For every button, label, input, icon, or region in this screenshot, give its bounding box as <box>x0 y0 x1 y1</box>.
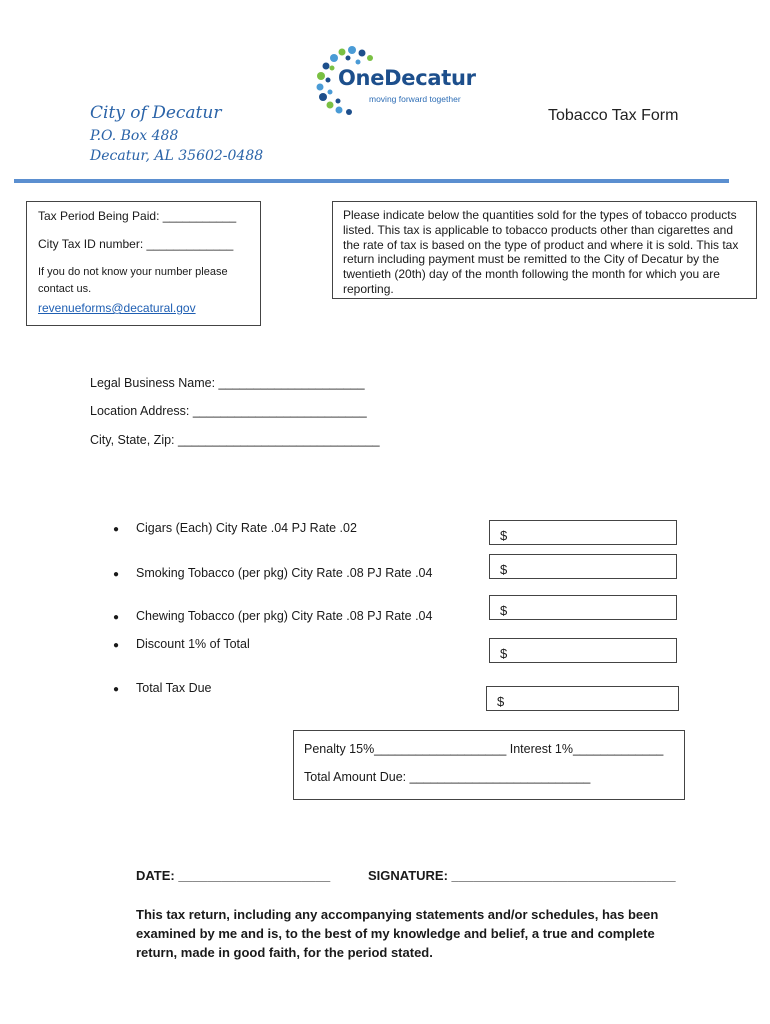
email-link[interactable]: revenueforms@decatural.gov <box>38 301 196 315</box>
smoking-tobacco-amount-field[interactable]: $ <box>489 554 677 579</box>
header-divider <box>14 179 729 183</box>
bullet-icon: ● <box>113 684 120 695</box>
tax-period-field[interactable]: Tax Period Being Paid: ___________ <box>38 209 237 223</box>
address-line-2: Decatur, AL 35602-0488 <box>90 148 264 164</box>
cigars-amount-field[interactable]: $ <box>489 520 677 545</box>
tax-info-box <box>26 201 261 326</box>
penalty-interest-field[interactable]: Penalty 15%___________________ Interest 1%_____________ <box>304 742 664 756</box>
instructions-text: Please indicate below the quantities sold for the types of tobacco products listed. This tax is applicable to tobacco products other than cigarettes and the rate of tax is based on the type of product and where it is sold. This tax return including payment must be remitted to the City of Decatur by the twentieth (20th) day of the month following the month for which you are reporting. <box>343 208 739 296</box>
bullet-icon: ● <box>113 569 120 580</box>
signature-field[interactable]: SIGNATURE: _______________________________ <box>368 868 676 883</box>
legal-business-name-field[interactable]: Legal Business Name: _____________________ <box>90 376 365 390</box>
item-label: Cigars (Each) City Rate .04 PJ Rate .02 <box>136 521 357 535</box>
address-line-1: P.O. Box 488 <box>90 128 179 144</box>
chewing-tobacco-amount-field[interactable]: $ <box>489 595 677 620</box>
item-label: Chewing Tobacco (per pkg) City Rate .08 PJ Rate .04 <box>136 609 433 623</box>
help-text-line-2: contact us. <box>38 283 92 295</box>
instructions-box <box>332 201 757 299</box>
city-name: City of Decatur <box>90 103 222 123</box>
city-state-zip-field[interactable]: City, State, Zip: _____________________________ <box>90 433 380 447</box>
discount-amount-field[interactable]: $ <box>489 638 677 663</box>
bullet-icon: ● <box>113 524 120 535</box>
item-label: Discount 1% of Total <box>136 637 250 651</box>
form-title: Tobacco Tax Form <box>548 107 679 124</box>
help-text-line-1: If you do not know your number please <box>38 266 228 278</box>
logo-wordmark: OneDecatur <box>338 66 476 90</box>
onedecatur-logo <box>312 44 476 116</box>
location-address-field[interactable]: Location Address: _________________________ <box>90 404 367 418</box>
bullet-icon: ● <box>113 612 120 623</box>
item-smoking-tobacco <box>113 566 432 580</box>
item-total-tax-due <box>113 681 212 695</box>
item-cigars <box>113 521 357 535</box>
date-field[interactable]: DATE: _____________________ <box>136 868 331 883</box>
item-label: Smoking Tobacco (per pkg) City Rate .08 PJ Rate .04 <box>136 566 433 580</box>
penalty-box <box>293 730 685 800</box>
total-tax-due-amount-field[interactable]: $ <box>486 686 679 711</box>
total-amount-due-field[interactable]: Total Amount Due: __________________________ <box>304 770 591 784</box>
item-label: Total Tax Due <box>136 681 212 695</box>
item-discount <box>113 637 250 651</box>
attestation-statement: This tax return, including any accompanying statements and/or schedules, has been examined by me and is, to the best of my knowledge and belief, a true and complete return, made in good faith, for the period stated. <box>136 907 659 960</box>
city-tax-id-field[interactable]: City Tax ID number: _____________ <box>38 237 234 251</box>
logo-tagline: moving forward together <box>369 94 461 104</box>
bullet-icon: ● <box>113 640 120 651</box>
item-chewing-tobacco <box>113 609 432 623</box>
